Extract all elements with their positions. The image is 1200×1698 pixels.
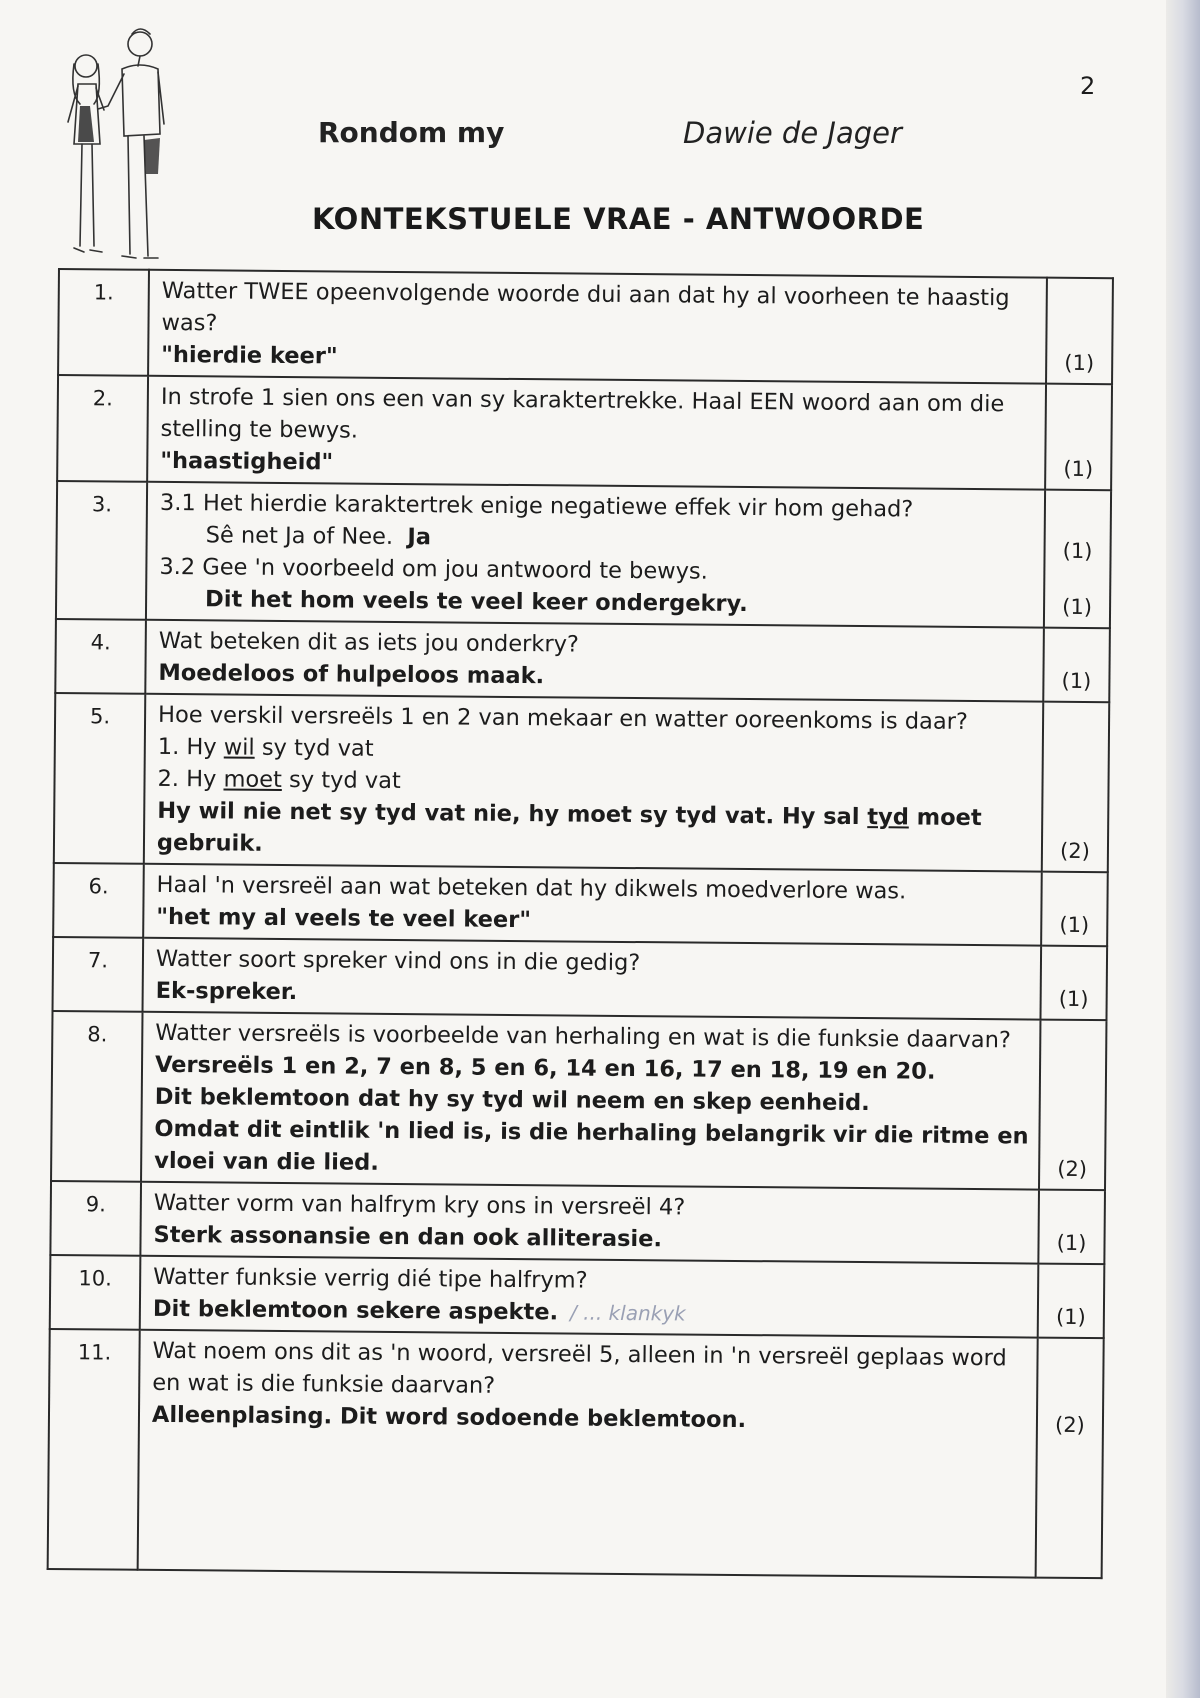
answer-text: "hierdie keer" <box>161 341 338 370</box>
underlined-word: moet <box>223 766 283 793</box>
poem-author: Dawie de Jager <box>683 116 902 150</box>
question-content <box>147 376 1046 490</box>
question-number: 1. <box>58 269 149 376</box>
answer-text: Dit beklemtoon sekere aspekte. <box>152 1295 559 1326</box>
marks-cell <box>1044 490 1111 629</box>
question-text: Wat beteken dit as iets jou onderkry? <box>158 627 580 658</box>
marks: (1) <box>1043 628 1110 703</box>
answer-text-2: Dit het hom veels te veel keer ondergekry. <box>205 586 748 618</box>
verse-line-2: 2. Hy moet sy tyd vat <box>157 765 401 795</box>
question-number: 2. <box>57 375 148 482</box>
question-text: Watter versreëls is voorbeelde van herhaling en wat is die funksie daarvan? <box>155 1019 1011 1054</box>
question-row <box>58 269 1113 384</box>
marks: (1) <box>1062 538 1093 564</box>
question-number: 5. <box>54 693 145 864</box>
couple-illustration <box>60 14 200 269</box>
question-row <box>53 937 1108 1020</box>
question-number: 3. <box>56 481 147 620</box>
question-content <box>138 1330 1038 1578</box>
question-row <box>53 863 1108 946</box>
page-number: 2 <box>1080 72 1096 100</box>
question-text: Watter TWEE opeenvolgende woorde dui aan dat hy al voorheen te haastig was? <box>161 277 1010 337</box>
answer-text: Ek-spreker. <box>155 977 298 1006</box>
question-text: Haal 'n versreël aan wat beteken dat hy dikwels moedverlore was. <box>156 871 907 905</box>
page-heading: KONTEKSTUELE VRAE - ANTWOORDE <box>312 202 925 236</box>
answer-text: Sterk assonansie en dan ook alliterasie. <box>153 1221 663 1253</box>
pencil-note: / ... klankyk <box>569 1300 686 1326</box>
question-text: Wat noem ons dit as 'n woord, versreël 5, alleen in 'n versreël geplaas word en wat is die funksie daarvan? <box>152 1337 1007 1399</box>
answer-text-2: Dit beklemtoon dat hy sy tyd wil neem en skep eenheid. <box>154 1083 870 1117</box>
marks: (1) <box>1046 278 1113 385</box>
question-row <box>57 375 1112 490</box>
question-text: Watter vorm van halfrym kry ons in versreël 4? <box>153 1189 686 1221</box>
question-content <box>148 270 1047 384</box>
answer-text: Ja <box>407 524 432 551</box>
question-number: 10. <box>50 1255 141 1330</box>
underlined-word: wil <box>223 734 255 761</box>
answer-text: Moedeloos of hulpeloos maak. <box>158 659 545 690</box>
marks: (1) <box>1045 384 1112 491</box>
answer-text: Versreëls 1 en 2, 7 en 8, 5 en 6, 14 en 16, 17 en 18, 19 en 20. <box>154 1051 936 1085</box>
marks-2: (1) <box>1062 594 1093 620</box>
answer-text: Alleenplasing. Dit word sodoende beklemtoon. <box>151 1401 747 1434</box>
question-content <box>141 1012 1040 1190</box>
question-row <box>50 1255 1105 1338</box>
answer-line <box>153 1293 1029 1333</box>
question-text: Sê net Ja of Nee. <box>205 522 394 550</box>
question-content <box>146 482 1045 628</box>
answer-text: "het my al veels te veel keer" <box>156 903 532 934</box>
marks: (1) <box>1041 872 1108 947</box>
marks: (1) <box>1040 946 1107 1021</box>
question-row <box>51 1011 1106 1190</box>
poem-title: Rondom my <box>318 116 505 149</box>
marks: (1) <box>1038 1264 1105 1339</box>
answer-text: Hy wil nie net sy tyd vat nie, hy moet sy tyd vat. Hy sal tyd moet gebruik. <box>156 797 982 857</box>
question-content <box>140 1256 1039 1338</box>
question-number: 9. <box>50 1181 141 1256</box>
page-edge-shadow <box>1166 0 1200 1698</box>
question-number: 6. <box>53 863 144 938</box>
question-number: 7. <box>53 937 144 1012</box>
question-text-2: 3.2 Gee 'n voorbeeld om jou antwoord te bewys. <box>159 553 708 585</box>
question-number: 11. <box>48 1329 140 1570</box>
question-content <box>145 620 1044 702</box>
question-row <box>56 481 1111 628</box>
question-content <box>143 864 1042 946</box>
marks: (1) <box>1038 1190 1105 1265</box>
question-text: In strofe 1 sien ons een van sy karaktertrekke. Haal EEN woord aan om die stelling te bewys. <box>160 383 1005 444</box>
marks: (2) <box>1042 702 1109 873</box>
question-content <box>140 1182 1039 1264</box>
marks: (2) <box>1039 1020 1106 1191</box>
marks: (2) <box>1036 1338 1104 1579</box>
question-row <box>50 1181 1105 1264</box>
questions-table <box>47 268 1114 1579</box>
question-content <box>143 938 1042 1020</box>
answer-text-3: Omdat dit eintlik 'n lied is, is die herhaling belangrik vir die ritme en vloei van die lied. <box>154 1115 1029 1176</box>
question-row <box>54 693 1109 872</box>
question-text: Watter soort spreker vind ons in die gedig? <box>155 945 641 977</box>
question-number: 8. <box>51 1011 142 1182</box>
verse-line-1: 1. Hy wil sy tyd vat <box>157 733 374 762</box>
question-text: Hoe verskil versreëls 1 en 2 van mekaar en watter ooreenkoms is daar? <box>157 701 968 735</box>
question-number: 4. <box>55 619 146 694</box>
question-row <box>55 619 1110 702</box>
question-row <box>48 1329 1104 1578</box>
question-content <box>144 694 1043 872</box>
answer-text: "haastigheid" <box>160 447 334 476</box>
question-text: 3.1 Het hierdie karaktertrek enige negatiewe effek vir hom gehad? <box>159 489 914 523</box>
underlined-word: tyd <box>867 804 909 831</box>
question-text: Watter funksie verrig dié tipe halfrym? <box>153 1263 588 1294</box>
